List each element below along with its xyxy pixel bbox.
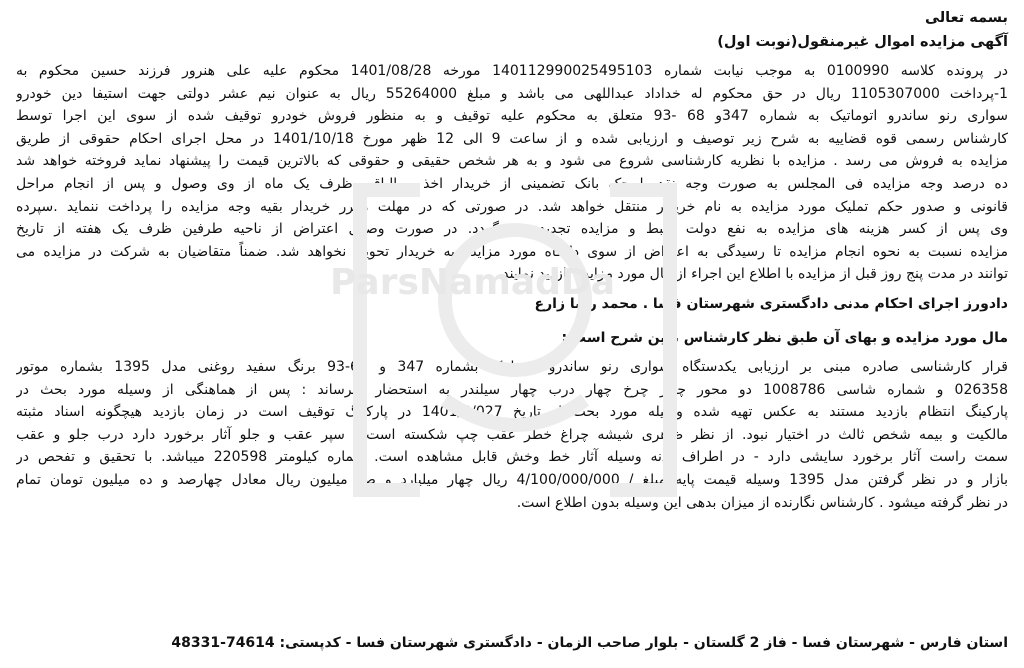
body-line: مزایده به فروش می رسد . مزایده با نظریه کارشناسی شروع می شود و به هر شخص حقیقی و حقوقی که بالاترین قیمت را پیشنهاد نماید فروخته خواهد شد bbox=[16, 153, 1008, 170]
footer-address: استان فارس - شهرستان فسا - فاز 2 گلستان - بلوار صاحب الزمان - دادگستری شهرستان فسا - کدپستی: 74614-48331 bbox=[171, 635, 1008, 651]
basmala: بسمه تعالی bbox=[925, 10, 1008, 26]
expert-line: در نظر گرفته میشود . کارشناس نگارنده از میزان بدهی این وسیله بدون اطلاع است. bbox=[516, 494, 1008, 511]
expert-line: مالکیت و بیمه شخص ثالث در اختیار نبود. از نظر ظاهری شیشه چراغ خطر عقب چپ شکسته است . سپر عقب و جلو آثار برخورد دارد درب جلو و عقب bbox=[16, 426, 1008, 443]
expert-line: قرار کارشناسی صادره مبنی بر ارزیابی یکدستگاه سواری رنو ساندرو اتوماتیک بشماره 347 و 68-93 برنگ سفید روغنی مدل 1395 بشماره موتور bbox=[16, 358, 1008, 375]
signature: دادورز اجرای احکام مدنی دادگستری شهرستان فسا . محمد رضا زارع bbox=[534, 295, 1008, 312]
body-line: مزایده نسبت به نحوه انجام مزایده تا رسیدگی به اعتراض از سوی دادگاه مورد مزایده به خریدار تحویل نخواهد شد. ضمناً متقاضیان به شرکت در مزایده می bbox=[16, 243, 1008, 260]
expert-line: پارکینگ انتظام بازدید مستند به عکس تهیه شده وسیله مورد بحث از تاریخ 1401/3/0​27 در پارکینگ توقیف است در زمان بازدید هیچگونه اسناد مثبته bbox=[16, 404, 1008, 421]
expert-line: بازار و در نظر گرفتن مدل 1395 وسیله قیمت پایه مبلغ / 4/100/000/000 ریال چهار میلیارد و صد میلیون ریال معادل چهارصد و ده میلیون تومان تمام bbox=[16, 471, 1008, 488]
body-line: سواری رنو ساندرو اتوماتیک به شماره 347و 68 -93 متعلق به محکوم علیه توقیف و به منظور فروش خودرو توقیف شده از سوی این اجرا توسط bbox=[16, 108, 1008, 125]
body-line: ده درصد وجه مزایده فی المجلس به صورت وجه نقد یا چک بانک تضمینی از خریدار اخذ و الباقی ظرف یک ماه از وی وصول و پس از انجام مراحل bbox=[16, 175, 1008, 192]
subject-heading: مال مورد مزایده و بهای آن طبق نظر کارشناس بدین شرح است : bbox=[561, 329, 1008, 346]
body-line: 1-پرداخت 1105307000 ریال در حق محکوم له خداداد عبداللهی می باشد و مبلغ 55264000 ریال به عنوان نیم عشر دولتی جهت استیفا دین خودرو bbox=[16, 85, 1008, 102]
body-line: قانونی و صدور حکم تملیک مورد مزایده به نام خریدار منتقل خواهد شد. در صورتی که در مهلت مقرر خریدار بقیه وجه مزایده را پرداخت ننماید .سپرده bbox=[16, 198, 1008, 215]
expert-line: 026358 و شماره شاسی 1008786 دو محور چهار چرخ چهار درب چهار سیلندر به استحضار میرساند : پس از هماهنگی از وسیله مورد بحث در bbox=[16, 381, 1008, 398]
body-line: توانند در مدت پنج روز قبل از مزایده با اطلاع این اجراء از مال مورد مزایده بازدید نمایند. bbox=[497, 266, 1008, 283]
body-line: در پرونده کلاسه 0100990 به موجب نیابت شماره 14011299002549510​3 مورخه 1401/08/28 محکوم علیه علی هنرور فرزند حسین محکوم به bbox=[16, 63, 1008, 79]
watermark-text: ParsNamadDa bbox=[330, 262, 616, 303]
body-line: وی پس از کسر هزینه های مزایده به نفع دولت ضبط و مزایده تجدید می گردد. در صورت وصول اعتراض از ناحیه طرفین ظرف یک هفته از تاریخ bbox=[16, 221, 1008, 238]
expert-line: سمت راست آثار برخورد سایشی دارد - در اطراف بدنه وسیله آثار خط وخش قابل مشاهده است. شماره کیلومتر 220598 میباشد. با تحقیق و تفحص در bbox=[16, 449, 1008, 466]
body-line: کارشناس رسمی قوه قضاییه به شرح زیر توصیف و ارزیابی شده و از ساعت 9 الی 12 ظهر مورخ 1401/10/18 در محل اجرای احکام حقوقی از طریق bbox=[16, 130, 1008, 147]
expert-report bbox=[16, 356, 1008, 514]
notice-body bbox=[16, 60, 1008, 286]
notice-title: آگهی مزایده اموال غیرمنقول(نوبت اول) bbox=[717, 34, 1008, 50]
